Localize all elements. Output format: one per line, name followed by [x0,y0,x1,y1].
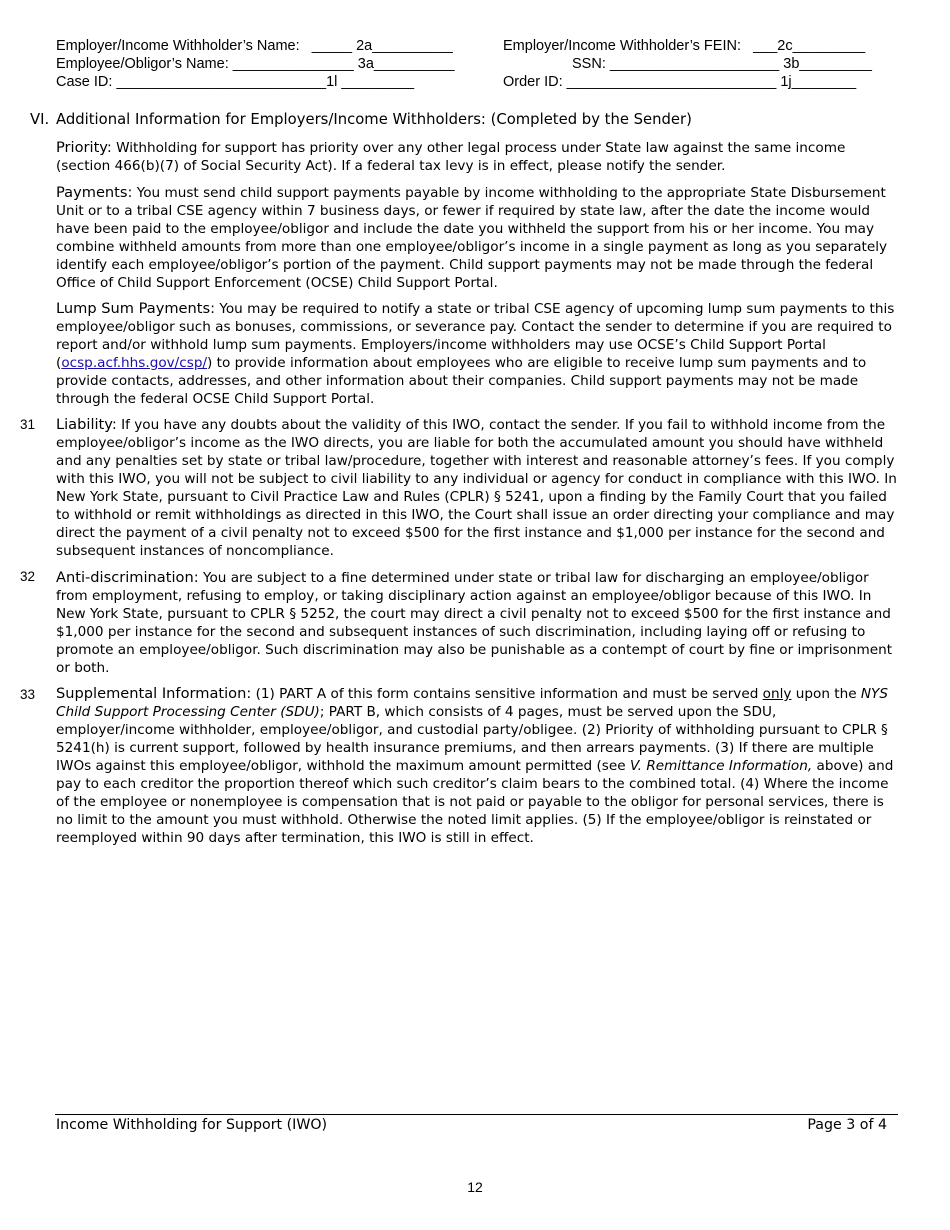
employer-fein-field[interactable]: ___2c_________ [753,38,866,54]
payments-text: You must send child support payments payable by income withholding to the appropriate State Disbursement Unit or to a tribal CSE agency within 7 business days, or fewer if required by state law, after the date the income would have been paid to the employee/obligor and include the date you withheld the support from his or her income. You may combine withheld amounts from more than one employee/obligor’s income in a single payment as long as you separately identify each employee/obligor’s portion of the payment. Child support payments may not be made through the federal Office of Child Support Enforcement (OCSE) Child Support Portal. [56,185,888,291]
section-number: VI. [30,111,50,128]
supplemental-paragraph [56,685,898,847]
section-title: Additional Information for Employers/Income Withholders: (Completed by the Sender) [56,111,692,128]
ssn-label: SSN: [572,56,606,72]
supplemental-only-emphasis: only [762,686,792,702]
liability-label: Liability: [56,416,117,433]
priority-paragraph [56,139,898,175]
anti-discrimination-paragraph [56,569,898,677]
payments-label: Payments: [56,184,133,201]
anti-discrimination-text: You are subject to a fine determined under state or tribal law for discharging an employee/obligor from employment, refusing to employ, or taking disciplinary action against an employee/obligor because of this IWO. In New York State, pursuant to CPLR § 5252, the court may direct a civil penalty not to exceed $500 for the first instance and $1,000 per instance for the second and subsequent instances of such discrimination, including laying off or refusing to promote an employee/obligor. Such discrimination may also be punishable as a contempt of court by fine or imprisonment or both. [56,570,893,676]
order-id-field[interactable]: __________________________ 1j________ [566,74,857,90]
priority-text: Withholding for support has priority over any other legal process under State law against the same income (section 466(b)(7) of Social Security Act). If a federal tax levy is in effect, please notify the sender. [56,140,846,174]
employer-fein-label: Employer/Income Withholder’s FEIN: [503,38,741,54]
csp-portal-link[interactable]: ocsp.acf.hhs.gov/csp/ [61,355,208,371]
anti-discrimination-line-number: 32 [20,569,36,584]
payments-paragraph [56,184,898,292]
obligor-name-field[interactable]: _______________ 3a__________ [232,56,455,72]
liability-paragraph [56,416,898,560]
document-page-number: 12 [467,1179,483,1195]
case-id-line [56,73,414,91]
employer-name-label: Employer/Income Withholder’s Name: [56,38,300,54]
lump-sum-paragraph [56,300,898,408]
supplemental-text-4: above) and pay to each creditor the proportion thereof which such creditor’s claim bears to the combined total. (4) Where the income of the employee or nonemployee is compensation that is not paid or payable to the obligor for personal services, there is no limit to the amount you must withhold. Otherwise the noted limit applies. (5) If the employee/obligor is reinstated or reemployed within 90 days after termination, this IWO is still in effect. [56,758,894,846]
footer-form-name: Income Withholding for Support (IWO) [56,1117,328,1133]
order-id-label: Order ID: [503,74,563,90]
supplemental-line-number: 33 [20,687,36,702]
supplemental-text-1: (1) PART A of this form contains sensitive information and must be served [251,686,763,702]
priority-label: Priority: [56,139,112,156]
lump-sum-text-1: You may be required to notify a state or tribal CSE agency of upcoming lump sum payments to this employee/obligor such as bonuses, commissions, or severance pay. Contact the sender to determine if you are required to report and/or withhold lump sum payments. Employers/income withholders may use OCSE’s Child Support Portal ( [56,301,895,371]
liability-line-number: 31 [20,417,36,432]
lump-sum-label: Lump Sum Payments: [56,300,216,317]
supplemental-remittance-ref: V. Remittance Information, [629,758,813,774]
ssn-field[interactable]: _____________________ 3b_________ [609,56,872,72]
case-id-field[interactable]: __________________________1l _________ [116,74,415,90]
ssn-line [572,55,872,73]
footer-page-indicator: Page 3 of 4 [807,1117,887,1133]
employer-name-line [56,37,453,55]
supplemental-sdu-name: NYS Child Support Processing Center (SDU) [56,686,888,720]
lump-sum-text-2: ) to provide information about employees who are eligible to receive lump sum payments and to provide contacts, addresses, and other information about their companies. Child support payments may not be made through the federal OCSE Child Support Portal. [56,355,867,407]
obligor-name-label: Employee/Obligor’s Name: [56,56,229,72]
supplemental-text-3: ; PART B, which consists of 4 pages, must be served upon the SDU, employer/income withholder, employee/obligor, and custodial party/obligee. (2) Priority of withholding pursuant to CPLR § 5241(h) is current support, followed by health insurance premiums, and then arrears payments. (3) If there are multiple IWOs against this employee/obligor, withhold the maximum amount permitted (see [56,704,888,774]
anti-discrimination-label: Anti-discrimination: [56,569,199,586]
employer-fein-line [503,37,865,55]
case-id-label: Case ID: [56,74,113,90]
liability-text: If you have any doubts about the validity of this IWO, contact the sender. If you fail to withhold income from the employee/obligor’s income as the IWO directs, you are liable for both the accumulated amount you should have withheld and any penalties set by state or tribal law/procedure, together with interest and reasonable attorney’s fees. If you comply with this IWO, you will not be subject to civil liability to any individual or agency for conduct in compliance with this IWO. In New York State, pursuant to Civil Practice Law and Rules (CPLR) § 5241, upon a finding by the Family Court that you failed to withhold or remit withholdings as directed in this IWO, the Court shall issue an order directing your compliance and may direct the payment of a civil penalty not to exceed $500 for the first instance and $1,000 per instance for the second and subsequent instances of noncompliance. [56,417,897,559]
supplemental-label: Supplemental Information: [56,685,252,702]
order-id-line [503,73,856,91]
footer-rule [55,1114,898,1115]
employer-name-field[interactable]: _____ 2a__________ [311,38,453,54]
obligor-name-line [56,55,455,73]
supplemental-text-2: upon the [791,686,861,702]
